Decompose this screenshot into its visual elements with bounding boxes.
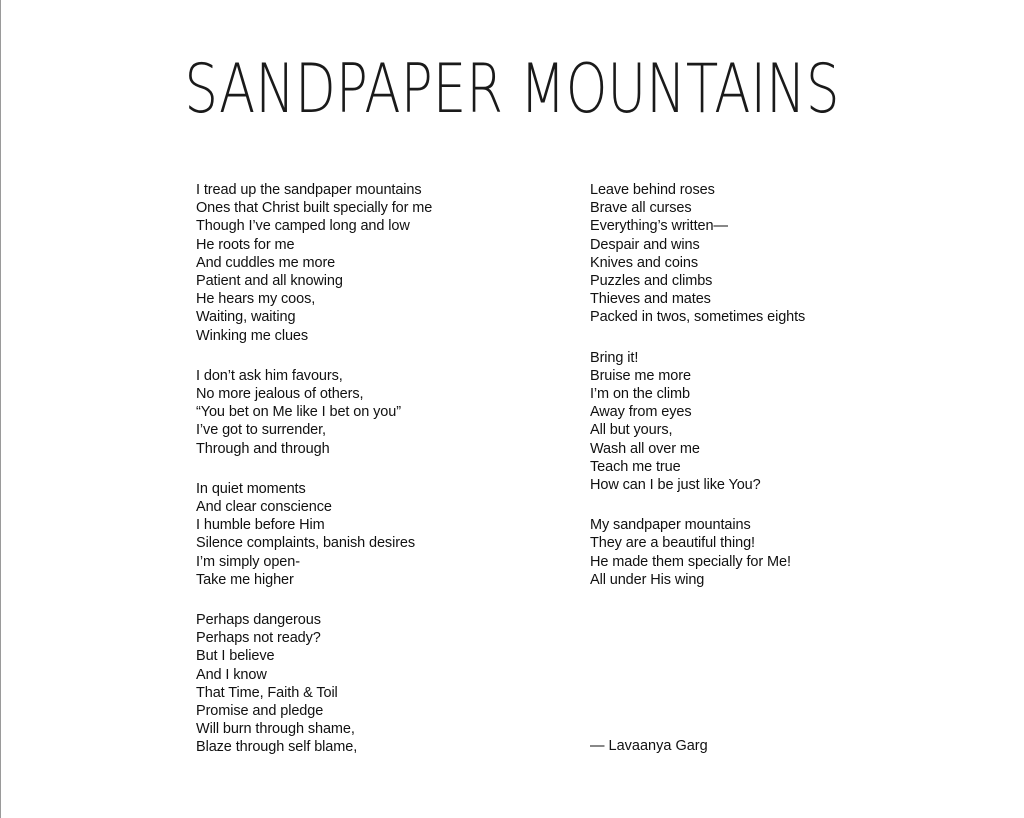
- poem-line: I’m on the climb: [590, 386, 690, 403]
- poem-line: Will burn through shame,: [196, 721, 355, 738]
- poem-line: Bring it!: [590, 349, 639, 366]
- poem-line: “You bet on Me like I bet on you”: [196, 404, 401, 421]
- poem-line: How can I be just like You?: [590, 477, 761, 494]
- poem-line: I’m simply open-: [196, 553, 300, 570]
- poem-line: That Time, Faith & Toil: [196, 684, 338, 701]
- poem-line: Ones that Christ built specially for me: [196, 200, 433, 217]
- poem-line: Perhaps not ready?: [196, 630, 321, 647]
- poem-line: Blaze through self blame,: [196, 739, 358, 756]
- poem-line: All under His wing: [590, 571, 705, 588]
- author-signature: — Lavaanya Garg: [590, 738, 708, 754]
- poem-line: Silence complaints, banish desires: [196, 535, 416, 552]
- poem-line: I tread up the sandpaper mountains: [196, 182, 422, 198]
- poem-line: No more jealous of others,: [196, 386, 364, 403]
- left-column: [196, 181, 556, 779]
- poem-line: Through and through: [196, 440, 330, 457]
- poem-line: Puzzles and climbs: [590, 273, 713, 290]
- poem-line: Leave behind roses: [590, 182, 715, 198]
- poem-line: And I know: [196, 666, 267, 683]
- stanza: [590, 516, 920, 589]
- poem-line: All but yours,: [590, 422, 673, 439]
- poem-line: Wash all over me: [590, 440, 700, 457]
- title-container: [0, 52, 1024, 128]
- poem-line: I’ve got to surrender,: [196, 422, 326, 439]
- stanza: [196, 611, 556, 757]
- poem-line: He hears my coos,: [196, 291, 316, 308]
- poem-line: Packed in twos, sometimes eights: [590, 309, 806, 326]
- poem-line: Away from eyes: [590, 404, 692, 421]
- stanza: [196, 181, 556, 345]
- poem-line: I don’t ask him favours,: [196, 367, 343, 384]
- poem-line: In quiet moments: [196, 480, 306, 497]
- poem-line: Despair and wins: [590, 236, 700, 253]
- poem-line: Everything’s written—: [590, 218, 728, 235]
- poem-line: Perhaps dangerous: [196, 612, 321, 629]
- poem-line: Winking me clues: [196, 327, 309, 344]
- poem-line: They are a beautiful thing!: [590, 535, 755, 552]
- poem-line: And cuddles me more: [196, 254, 336, 271]
- right-column: [590, 181, 920, 611]
- poem-line: He roots for me: [196, 236, 295, 253]
- poem-line: I humble before Him: [196, 517, 325, 534]
- poem-line: He made them specially for Me!: [590, 553, 791, 570]
- poem-line: Though I’ve camped long and low: [196, 218, 410, 235]
- poem-line: Thieves and mates: [590, 291, 711, 308]
- poem-line: Promise and pledge: [196, 703, 324, 720]
- poem-line: Knives and coins: [590, 254, 699, 271]
- poem-line: Patient and all knowing: [196, 273, 343, 290]
- stanza: [196, 367, 556, 458]
- poem-line: But I believe: [196, 648, 275, 665]
- stanza: [196, 480, 556, 589]
- poem-line: Waiting, waiting: [196, 309, 296, 326]
- poem-line: Teach me true: [590, 458, 681, 475]
- poem-line: And clear conscience: [196, 499, 332, 516]
- poem-line: Bruise me more: [590, 367, 691, 384]
- stanza: [590, 181, 920, 327]
- poem-title: SANDPAPER MOUNTAINS: [184, 50, 840, 129]
- stanza: [590, 349, 920, 495]
- poem-line: My sandpaper mountains: [590, 517, 751, 534]
- poem-line: Brave all curses: [590, 200, 692, 217]
- poem-line: Take me higher: [196, 571, 294, 588]
